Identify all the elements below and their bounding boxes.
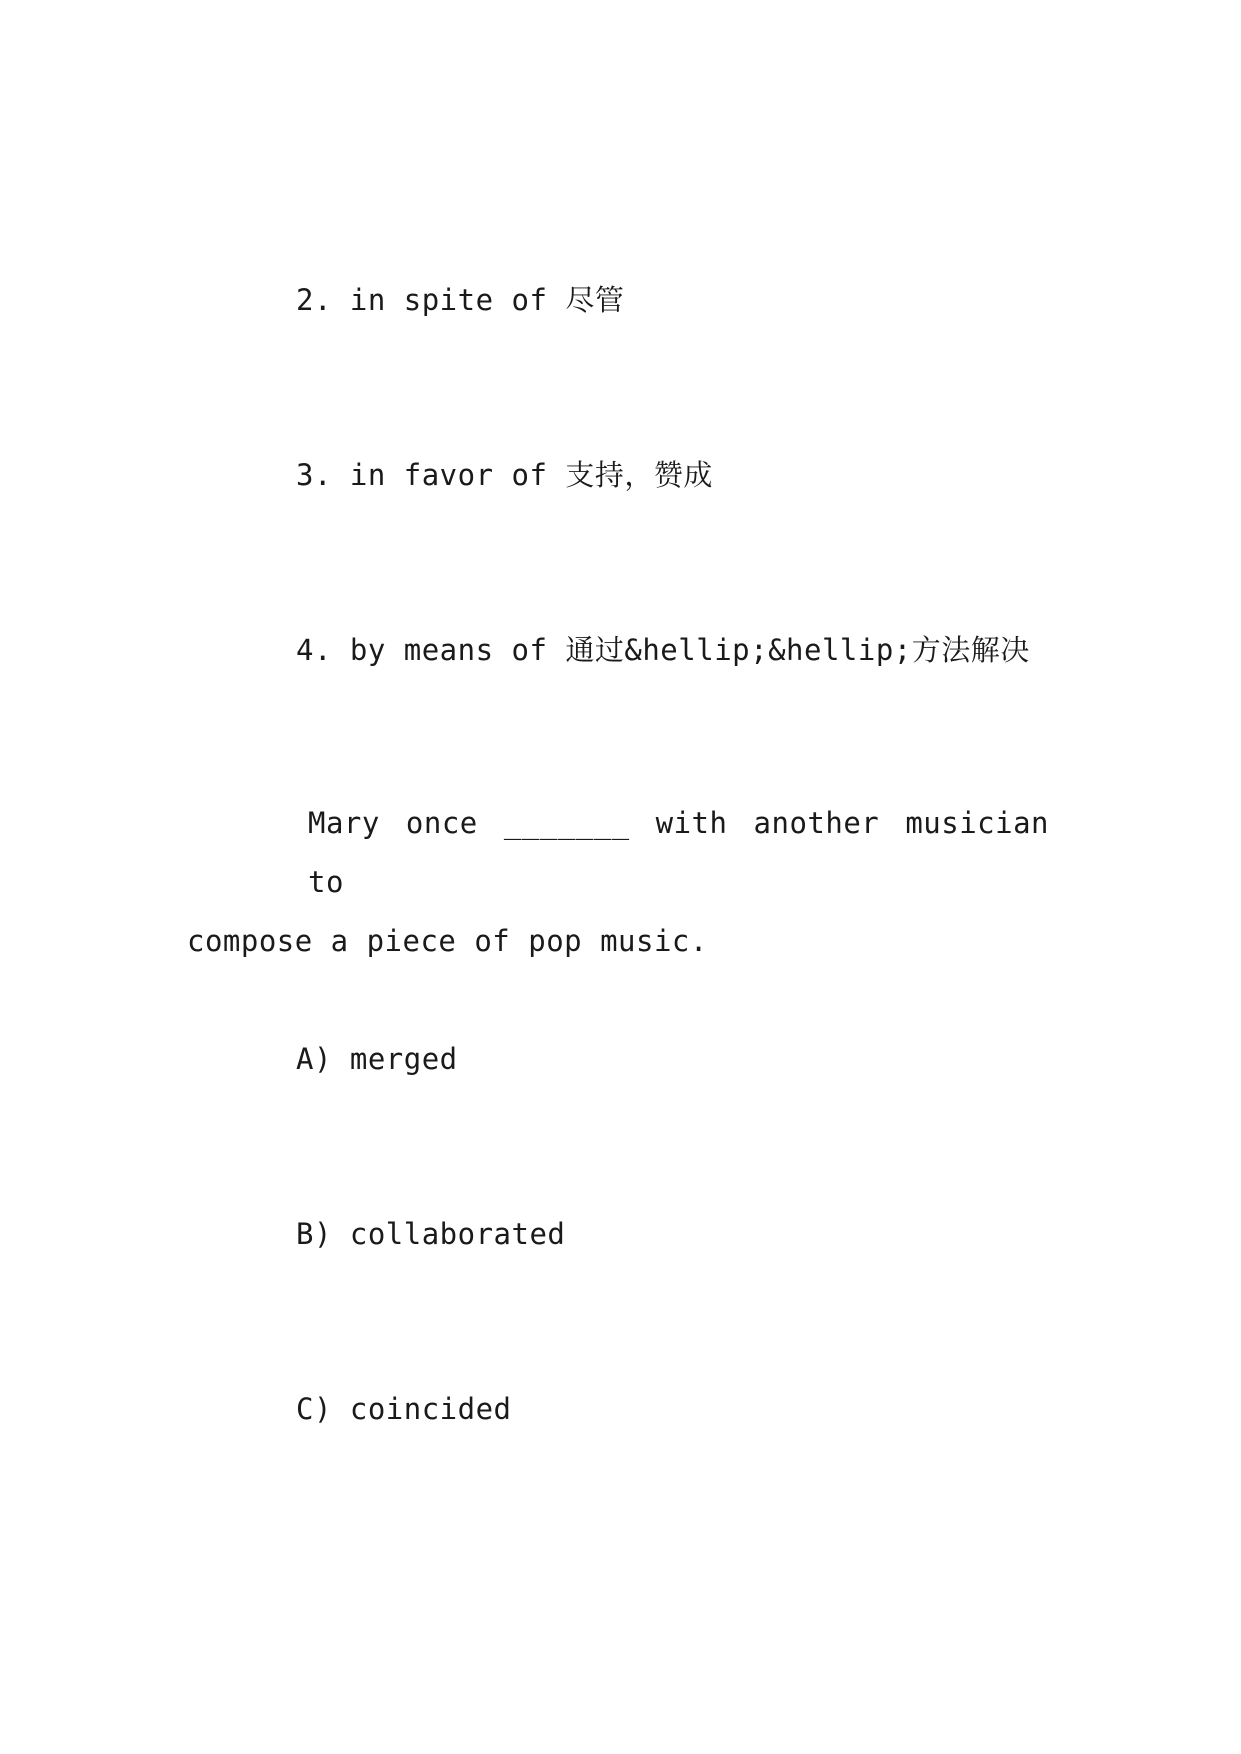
- question-line-1: Mary once _______ with another musician to: [308, 806, 1049, 899]
- question-line-2: compose a piece of pop music.: [187, 924, 708, 958]
- question-paragraph: [187, 794, 1049, 971]
- answer-option: C) coincided: [296, 1392, 512, 1426]
- answer-option: B) collaborated: [296, 1217, 566, 1251]
- answer-option: A) merged: [296, 1042, 458, 1076]
- phrase-item: 4. by means of 通过&hellip;&hellip;方法解决: [296, 633, 1030, 667]
- phrase-item: 3. in favor of 支持，赞成: [296, 458, 713, 492]
- phrase-item: 2. in spite of 尽管: [296, 283, 625, 317]
